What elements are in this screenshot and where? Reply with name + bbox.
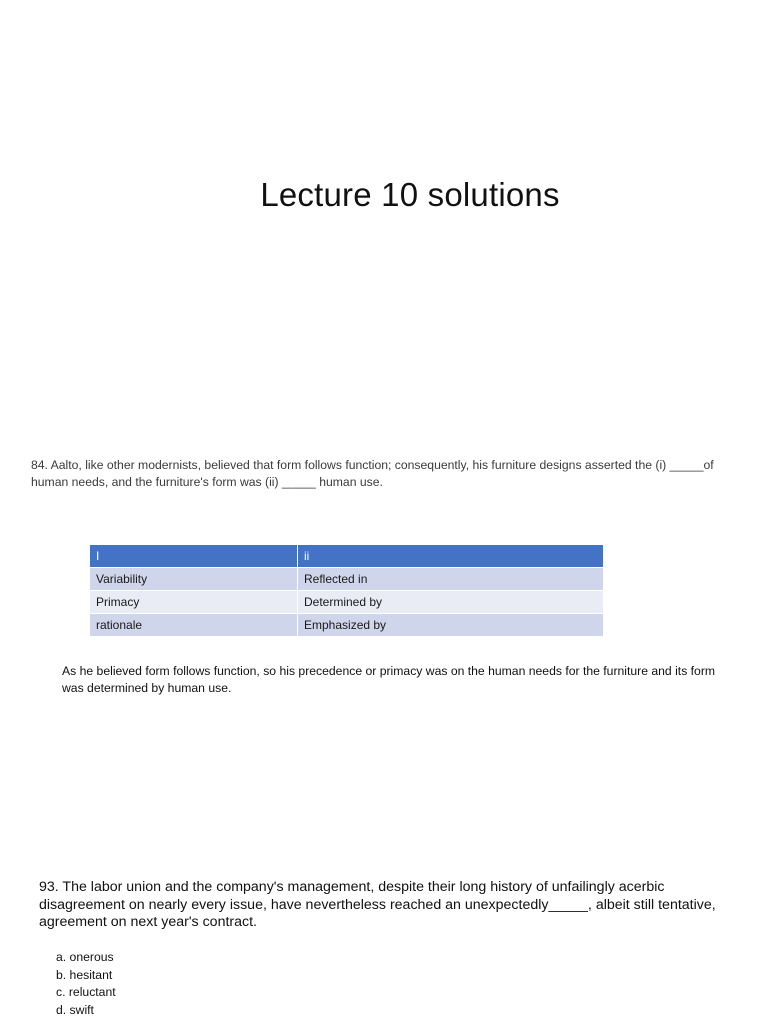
table-row xyxy=(90,614,603,637)
table-cell-i: rationale xyxy=(90,614,298,637)
answer-explanation: As he believed form follows function, so his precedence or primacy was on the human needs for the furniture and its form was determined by human use. xyxy=(62,664,716,695)
table-header-row xyxy=(90,545,603,568)
table-cell-i: Primacy xyxy=(90,591,298,614)
column-header-ii: ii xyxy=(298,545,603,568)
question-93-text: 93. The labor union and the company's management, despite their long history of unfailingly acerbic disagreement on nearly every issue, have nevertheless reached an unexpectedly_____, albeit still tentative, agreement on next year's contract. xyxy=(39,879,716,930)
choice-item: c. reluctant xyxy=(56,985,116,999)
table-cell-i: Variability xyxy=(90,568,298,591)
table-cell-ii: Emphasized by xyxy=(298,614,603,637)
choice-item: d. swift xyxy=(56,1002,94,1017)
question-84-text: 84. Aalto, like other modernists, believed that form follows function; consequently, his furniture designs asserted the (i) _____of human needs, and the furniture's form was (ii) _____ human use. xyxy=(31,458,714,489)
column-header-i: I xyxy=(90,545,298,568)
answer-options-table xyxy=(90,545,603,637)
table-cell-ii: Determined by xyxy=(298,591,603,614)
table-row xyxy=(90,568,603,591)
question-93-choices xyxy=(56,949,116,1019)
page-title: Lecture 10 solutions xyxy=(260,176,560,213)
table-row xyxy=(90,591,603,614)
choice-item: a. onerous xyxy=(56,950,114,964)
table-cell-ii: Reflected in xyxy=(298,568,603,591)
choice-item: b. hesitant xyxy=(56,967,113,982)
